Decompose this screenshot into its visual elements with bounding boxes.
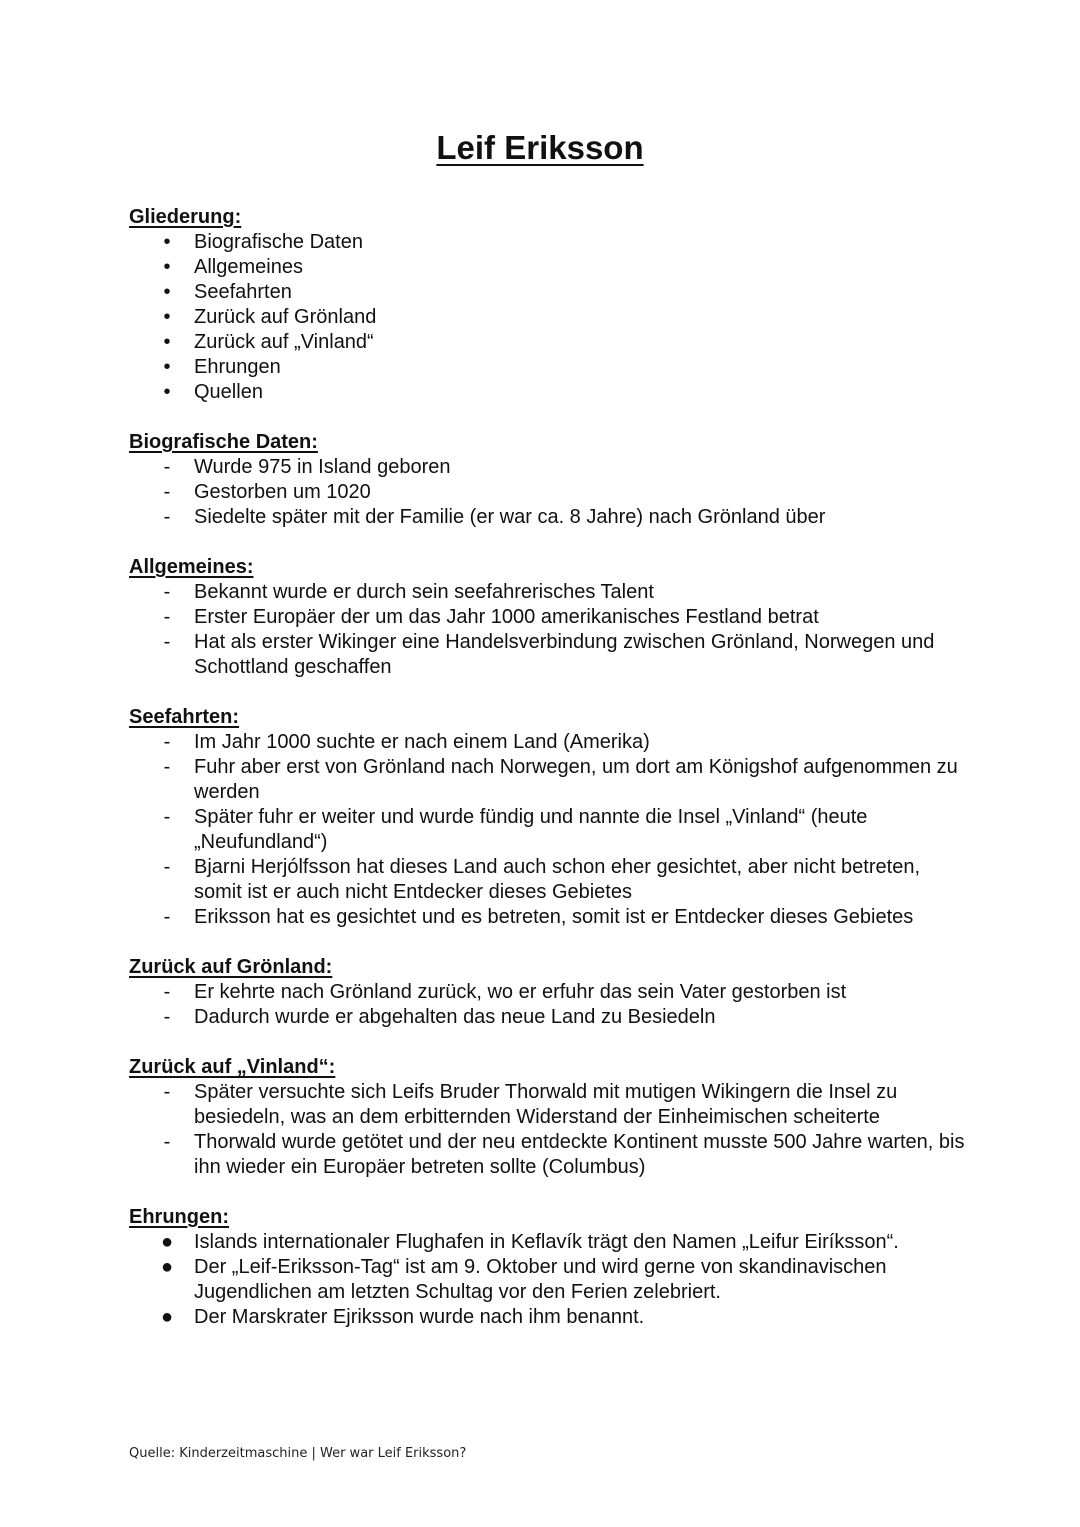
dash-marker: - xyxy=(163,481,171,503)
section-heading: Allgemeines: xyxy=(129,556,254,578)
bullet-marker: • xyxy=(163,256,171,278)
list-item xyxy=(129,1305,969,1330)
section-list xyxy=(129,980,969,1030)
list-item-text: Wurde 975 in Island geboren xyxy=(194,456,451,478)
section-heading: Ehrungen: xyxy=(129,1206,229,1228)
dash-marker: - xyxy=(163,981,171,1003)
list-item xyxy=(129,630,969,680)
list-item xyxy=(129,805,969,855)
list-item xyxy=(129,380,969,405)
list-item-text: Dadurch wurde er abgehalten das neue Land zu Besiedeln xyxy=(194,1006,716,1028)
list-item xyxy=(129,855,969,905)
section-list xyxy=(129,730,969,930)
list-item xyxy=(129,330,969,355)
list-item xyxy=(129,580,969,605)
list-item-text: Im Jahr 1000 suchte er nach einem Land (Amerika) xyxy=(194,731,650,753)
list-item-text: Hat als erster Wikinger eine Handelsverbindung zwischen Grönland, Norwegen und Schottland geschaffen xyxy=(194,631,935,678)
dash-marker: - xyxy=(163,631,171,653)
dot-marker: ● xyxy=(160,1306,174,1328)
bullet-marker: • xyxy=(163,381,171,403)
section-biografische-daten xyxy=(129,430,969,530)
list-item-text: Allgemeines xyxy=(194,256,303,278)
section-allgemeines xyxy=(129,555,969,680)
list-item xyxy=(129,1255,969,1305)
list-item xyxy=(129,755,969,805)
source-footer: Quelle: Kinderzeitmaschine | Wer war Leif Eriksson? xyxy=(129,1446,467,1461)
list-item xyxy=(129,230,969,255)
list-item-text: Bjarni Herjólfsson hat dieses Land auch schon eher gesichtet, aber nicht betreten, somit ist er auch nicht Entdecker dieses Gebietes xyxy=(194,856,920,903)
list-item-text: Später versuchte sich Leifs Bruder Thorwald mit mutigen Wikingern die Insel zu besiedeln, was an dem erbitternden Widerstand der Einheimischen scheiterte xyxy=(194,1081,898,1128)
bullet-marker: • xyxy=(163,281,171,303)
list-item xyxy=(129,280,969,305)
dash-marker: - xyxy=(163,756,171,778)
bullet-marker: • xyxy=(163,356,171,378)
list-item xyxy=(129,455,969,480)
list-item-text: Ehrungen xyxy=(194,356,281,378)
list-item-text: Später fuhr er weiter und wurde fündig und nannte die Insel „Vinland“ (heute „Neufundland“) xyxy=(194,806,868,853)
list-item xyxy=(129,1080,969,1130)
section-list xyxy=(129,1230,969,1330)
dash-marker: - xyxy=(163,806,171,828)
list-item-text: Zurück auf „Vinland“ xyxy=(194,331,374,353)
dash-marker: - xyxy=(163,581,171,603)
section-heading: Zurück auf Grönland: xyxy=(129,956,333,978)
dash-marker: - xyxy=(163,906,171,928)
dash-marker: - xyxy=(163,1081,171,1103)
bullet-marker: • xyxy=(163,306,171,328)
section-seefahrten xyxy=(129,705,969,930)
section-ehrungen xyxy=(129,1205,969,1330)
section-heading: Seefahrten: xyxy=(129,706,240,728)
list-item-text: Erster Europäer der um das Jahr 1000 amerikanisches Festland betrat xyxy=(194,606,819,628)
list-item-text: Er kehrte nach Grönland zurück, wo er erfuhr das sein Vater gestorben ist xyxy=(194,981,847,1003)
dash-marker: - xyxy=(163,1131,171,1153)
list-item xyxy=(129,1230,969,1255)
list-item-text: Gestorben um 1020 xyxy=(194,481,371,503)
dash-marker: - xyxy=(163,606,171,628)
list-item-text: Siedelte später mit der Familie (er war ca. 8 Jahre) nach Grönland über xyxy=(194,506,826,528)
list-item xyxy=(129,480,969,505)
list-item xyxy=(129,730,969,755)
dash-marker: - xyxy=(163,1006,171,1028)
dash-marker: - xyxy=(163,456,171,478)
list-item-text: Der Marskrater Ejriksson wurde nach ihm benannt. xyxy=(194,1306,645,1328)
section-list xyxy=(129,1080,969,1180)
section-gliederung xyxy=(129,205,969,405)
bullet-marker: • xyxy=(163,331,171,353)
list-item xyxy=(129,305,969,330)
list-item-text: Quellen xyxy=(194,381,263,403)
bullet-marker: • xyxy=(163,231,171,253)
list-item xyxy=(129,355,969,380)
section-list xyxy=(129,580,969,680)
dot-marker: ● xyxy=(160,1256,174,1278)
list-item-text: Islands internationaler Flughafen in Keflavík trägt den Namen „Leifur Eiríksson“. xyxy=(194,1231,899,1253)
section-zurueck-auf-vinland xyxy=(129,1055,969,1180)
list-item-text: Fuhr aber erst von Grönland nach Norwegen, um dort am Königshof aufgenommen zu werden xyxy=(194,756,958,803)
section-list xyxy=(129,230,969,405)
list-item-text: Biografische Daten xyxy=(194,231,363,253)
list-item xyxy=(129,1005,969,1030)
list-item-text: Bekannt wurde er durch sein seefahrerisches Talent xyxy=(194,581,654,603)
dash-marker: - xyxy=(163,731,171,753)
list-item-text: Der „Leif-Eriksson-Tag“ ist am 9. Oktober und wird gerne von skandinavischen Jugendlichen am letzten Schultag vor den Ferien zelebriert. xyxy=(194,1256,887,1303)
section-heading: Biografische Daten: xyxy=(129,431,318,453)
section-list xyxy=(129,455,969,530)
list-item-text: Zurück auf Grönland xyxy=(194,306,377,328)
list-item xyxy=(129,605,969,630)
list-item xyxy=(129,905,969,930)
dash-marker: - xyxy=(163,506,171,528)
section-zurueck-auf-groenland xyxy=(129,955,969,1030)
list-item xyxy=(129,980,969,1005)
document-title: Leif Eriksson xyxy=(436,129,644,166)
list-item-text: Thorwald wurde getötet und der neu entdeckte Kontinent musste 500 Jahre warten, bis ihn wieder ein Europäer betreten sollte (Columbus) xyxy=(194,1131,965,1178)
section-heading: Zurück auf „Vinland“: xyxy=(129,1056,336,1078)
dash-marker: - xyxy=(163,856,171,878)
dot-marker: ● xyxy=(160,1231,174,1253)
list-item-text: Seefahrten xyxy=(194,281,292,303)
list-item xyxy=(129,505,969,530)
list-item xyxy=(129,1130,969,1180)
list-item xyxy=(129,255,969,280)
list-item-text: Eriksson hat es gesichtet und es betreten, somit ist er Entdecker dieses Gebietes xyxy=(194,906,914,928)
document-content xyxy=(129,205,969,1355)
section-heading: Gliederung: xyxy=(129,206,242,228)
